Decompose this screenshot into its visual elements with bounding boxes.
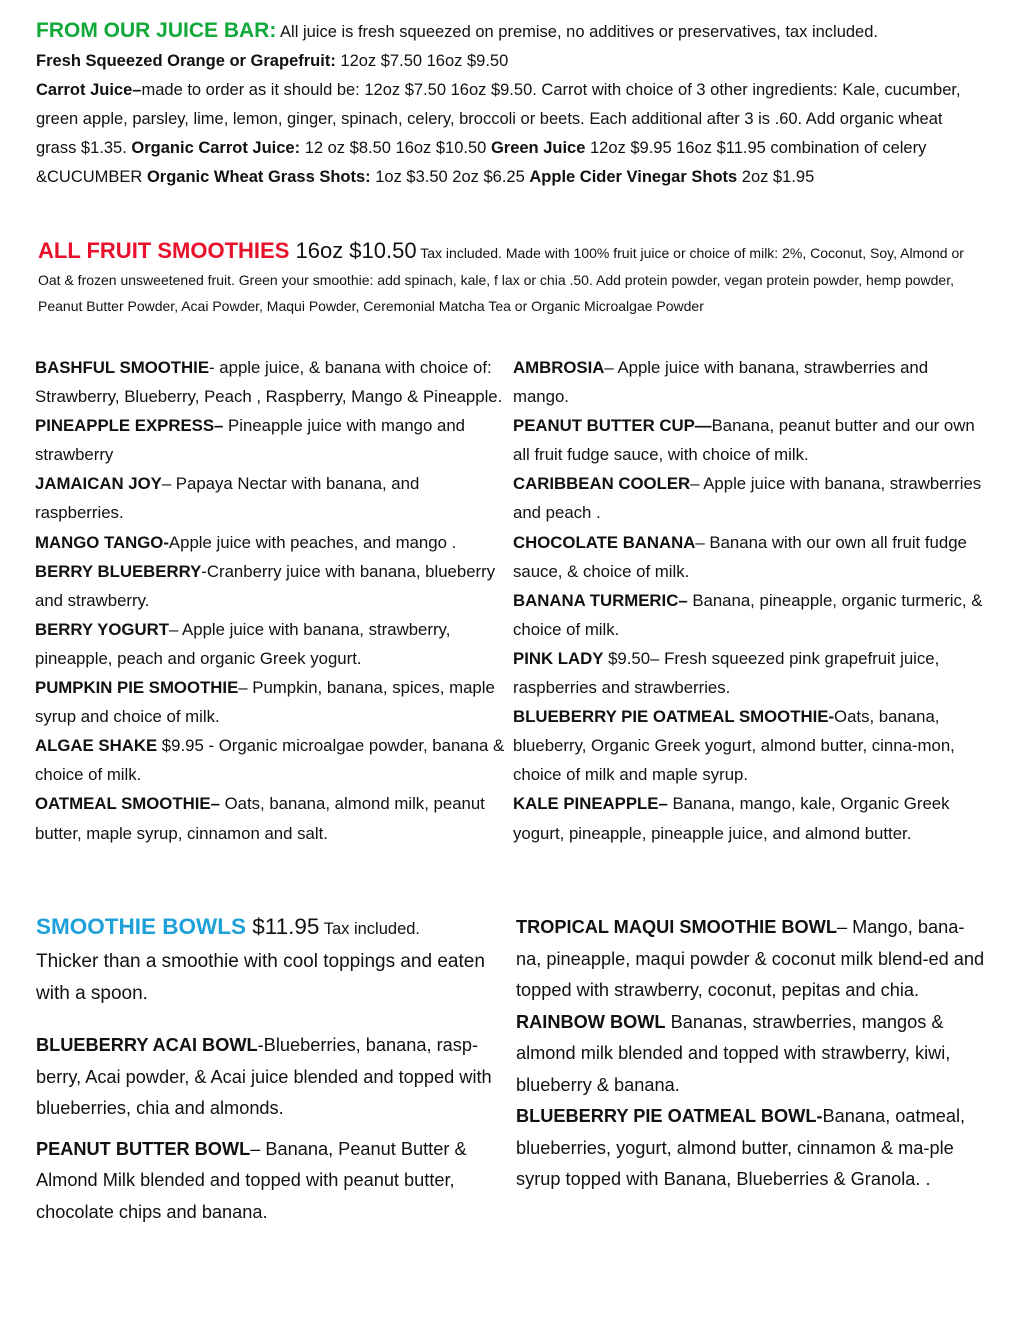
green-juice-name: Green Juice — [490, 139, 586, 157]
item-name: BERRY BLUEBERRY — [35, 561, 202, 581]
organic-carrot-name: Organic Carrot Juice: — [131, 139, 301, 157]
orange-juice-name: Fresh Squeezed Orange or Grapefruit: — [36, 52, 336, 70]
item-desc: – Apple juice with banana, strawberries and mango. — [513, 358, 929, 407]
item-desc: Banana, peanut butter and our own all fruit fudge sauce, with choice of milk. — [513, 416, 975, 465]
item-name: BERRY YOGURT — [35, 619, 169, 639]
item-name: OATMEAL SMOOTHIE– — [35, 794, 220, 814]
item-name: BLUEBERRY PIE OATMEAL BOWL- — [516, 1106, 823, 1126]
item-desc: -Blueberries, banana, rasp-berry, Acai powder, & Acai juice blended and topped with blueberries, chia and almonds. — [36, 1035, 492, 1118]
juice-bar-section — [36, 16, 986, 192]
list-item — [513, 411, 983, 469]
juice-bar-intro: All juice is fresh squeezed on premise, no additives or preservatives, tax included. — [276, 23, 878, 41]
wheat-grass-price: 1oz $3.50 2oz $6.25 — [370, 168, 530, 186]
smoothie-bowls-price: $11.95 — [246, 914, 320, 939]
item-desc: -Cranberry juice with banana, blueberry and strawberry. — [35, 561, 496, 610]
list-item — [516, 912, 986, 1007]
list-item — [513, 586, 983, 644]
fruit-smoothies-price: 16oz $10.50 — [289, 238, 417, 263]
item-name: BLUEBERRY ACAI BOWL — [36, 1035, 258, 1055]
organic-carrot-price: 12 oz $8.50 16oz $10.50 — [300, 139, 491, 157]
item-desc: – Banana, Peanut Butter & Almond Milk blended and topped with peanut butter, chocolate chips and banana. — [36, 1138, 467, 1222]
item-name: CARIBBEAN COOLER — [513, 474, 691, 494]
item-desc: – Mango, bana-na, pineapple, maqui powder & coconut milk blend-ed and topped with strawberry, coconut, pepitas and chia. — [516, 917, 985, 1000]
item-name: TROPICAL MAQUI SMOOTHIE BOWL — [516, 917, 837, 937]
item-desc: – Apple juice with banana, strawberries and peach . — [513, 474, 982, 523]
list-item — [36, 1030, 506, 1125]
item-desc: - apple juice, & banana with choice of: Strawberry, Blueberry, Peach , Raspberry, Mango & Pineapple. — [35, 358, 503, 407]
item-name: RAINBOW BOWL — [516, 1011, 666, 1032]
list-item — [36, 1134, 506, 1229]
item-name: PEANUT BUTTER BOWL — [36, 1138, 251, 1159]
orange-juice-price: 12oz $7.50 16oz $9.50 — [335, 52, 509, 70]
green-juice-desc: 12oz $9.95 16oz $11.95 combination of celery &CUCUMBER — [36, 139, 927, 186]
item-desc: Banana, mango, kale, Organic Greek yogurt, pineapple, pineapple juice, and almond butter. — [513, 794, 950, 843]
fruit-smoothies-header — [38, 238, 983, 320]
bowls-column-right — [516, 912, 986, 1196]
carrot-juice-desc: made to order as it should be: 12oz $7.50 16oz $9.50. Carrot with choice of 3 other ingredients: Kale, cucumber, green apple, parsley, lime, lemon, ginger, spinach, celery, broccoli or beets. Each additional after 3 is .60. Add organic wheat grass $1.35. — [36, 81, 961, 157]
item-desc: Bananas, strawberries, mangos & almond milk blended and topped with strawberry, kiwi, blueberry & banana. — [516, 1011, 951, 1095]
list-item — [35, 557, 505, 615]
smoothie-bowls-header — [36, 914, 506, 1010]
list-item — [35, 731, 505, 789]
item-name: ALGAE SHAKE — [35, 736, 158, 756]
smoothies-column-left — [35, 353, 505, 848]
item-name: PINK LADY — [513, 648, 604, 668]
item-desc: Banana, pineapple, organic turmeric, & choice of milk. — [513, 590, 983, 639]
wheat-grass-name: Organic Wheat Grass Shots: — [146, 168, 371, 186]
item-name: KALE PINEAPPLE– — [513, 794, 668, 814]
item-desc: $9.50– Fresh squeezed pink grapefruit juice, raspberries and strawberries. — [513, 648, 940, 698]
item-name: BASHFUL SMOOTHIE — [35, 358, 210, 377]
item-name: CHOCOLATE BANANA — [513, 532, 696, 552]
orange-juice-line — [36, 47, 986, 76]
list-item — [35, 528, 505, 557]
carrot-juice-name: Carrot Juice– — [36, 81, 142, 99]
juice-bar-title: FROM OUR JUICE BAR: — [36, 19, 277, 42]
item-name: PEANUT BUTTER CUP— — [513, 416, 712, 436]
list-item — [513, 702, 983, 789]
item-desc: – Banana with our own all fruit fudge sauce, & choice of milk. — [513, 532, 967, 581]
item-name: JAMAICAN JOY — [35, 474, 162, 494]
item-desc: – Pumpkin, banana, spices, maple syrup and choice of milk. — [35, 678, 495, 727]
item-desc: Oats, banana, blueberry, Organic Greek yogurt, almond butter, cinna-mon, choice of milk and maple syrup. — [513, 707, 955, 785]
list-item — [35, 353, 505, 411]
acv-shots-price: 2oz $1.95 — [737, 168, 815, 186]
list-item — [513, 789, 983, 847]
smoothie-bowls-description: Thicker than a smoothie with cool toppings and eaten with a spoon. — [36, 951, 485, 1004]
list-item — [513, 528, 983, 586]
acv-shots-name: Apple Cider Vinegar Shots — [529, 168, 738, 186]
item-desc: Pineapple juice with mango and strawberry — [35, 416, 466, 465]
smoothie-bowls-title-line — [36, 914, 506, 940]
item-desc: – Papaya Nectar with banana, and raspberries. — [35, 474, 420, 523]
item-name: BANANA TURMERIC– — [513, 590, 688, 610]
item-desc: Apple juice with peaches, and mango . — [168, 532, 457, 552]
smoothie-bowls-title: SMOOTHIE BOWLS — [36, 914, 246, 939]
list-item — [516, 1101, 986, 1196]
list-item — [35, 673, 505, 731]
item-desc: Oats, banana, almond milk, peanut butter, maple syrup, cinnamon and salt. — [35, 794, 485, 843]
item-desc: Banana, oatmeal, blueberries, yogurt, almond butter, cinnamon & ma-ple syrup topped with Banana, Blueberries & Granola. . — [516, 1106, 966, 1189]
fruit-smoothies-description: Tax included. Made with 100% fruit juice or choice of milk: 2%, Coconut, Soy, Almond or Oat & frozen unsweetened fruit. Green your smoothie: add spinach, kale, f lax or chia .50. Add protein powder, vegan protein powder, hemp powder, Peanut Butter Powder, Acai Powder, Maqui Powder, Ceremonial Matcha Tea or Organic Microalgae Powder — [38, 245, 964, 314]
smoothies-column-right — [513, 353, 983, 848]
list-item — [516, 1007, 986, 1102]
list-item — [35, 615, 505, 673]
list-item — [35, 789, 505, 847]
item-name: MANGO TANGO- — [35, 532, 169, 552]
juice-bar-intro-line — [36, 16, 986, 47]
item-name: PUMPKIN PIE SMOOTHIE — [35, 678, 239, 698]
item-name: PINEAPPLE EXPRESS– — [35, 416, 224, 436]
item-desc: – Apple juice with banana, strawberry, pineapple, peach and organic Greek yogurt. — [35, 619, 451, 668]
item-desc: $9.95 - Organic microalgae powder, banana & choice of milk. — [35, 736, 505, 785]
smoothie-bowls-tax: Tax included. — [319, 920, 421, 938]
list-item — [35, 411, 505, 469]
list-item — [513, 644, 983, 702]
item-name: BLUEBERRY PIE OATMEAL SMOOTHIE- — [513, 707, 835, 727]
bowls-column-left — [36, 1030, 506, 1228]
list-item — [513, 469, 983, 527]
juice-details — [36, 76, 986, 192]
item-name: AMBROSIA — [513, 358, 605, 377]
list-item — [513, 353, 983, 411]
list-item — [35, 469, 505, 527]
fruit-smoothies-title: ALL FRUIT SMOOTHIES — [38, 238, 290, 263]
